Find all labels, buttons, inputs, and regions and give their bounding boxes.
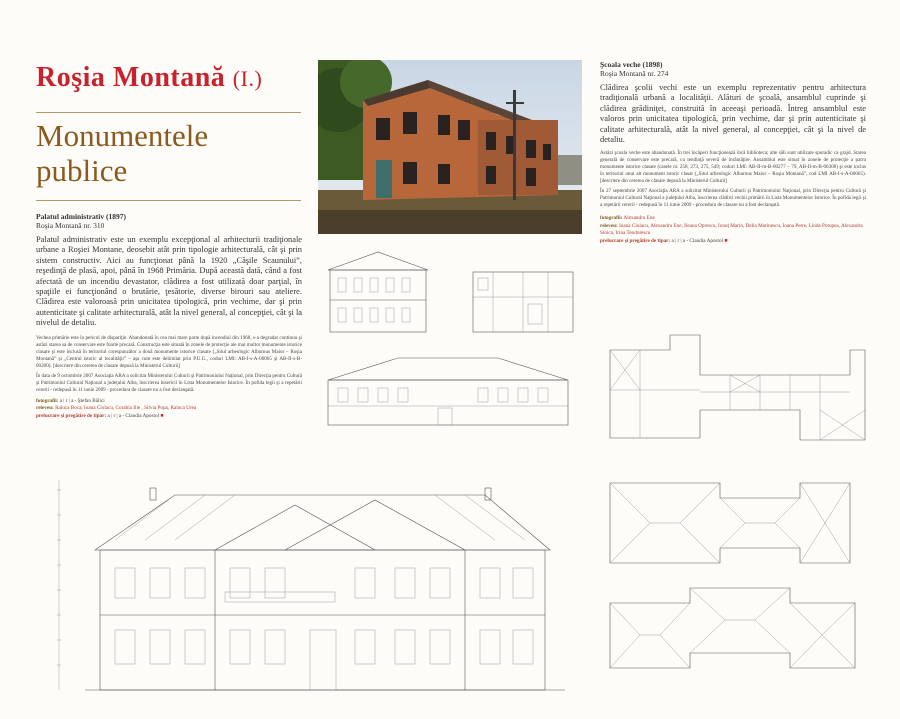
left-section-heading: Palatul administrativ (1897) bbox=[36, 212, 126, 221]
left-section-para2: Vechea primărie este în pericol de dispariţie. Abandonată în cea mai mare parte după incendiul din 1968, s-a degradat continuu şi astăzi starea sa de conservare este foarte precară. Construcţia este situată în zonele de protecţie ale mai multor monumente istorice clasate şi este inclusă în teritoriul corespunzător a două monumente istorice clasate („Situl arheologic Alburnus Maior – Roşia Montană” şi „Centrul istoric al localităţii” – aşa cum este delimitat prin P.U.G., coduri LMI: AB-I-s-A-00065 şi AB-II-s-B-00200). [descriere din cererea de clasare depusă la Ministerul Culturii] bbox=[36, 334, 302, 369]
left-credits: fotografii: a | r | a - Ştefan Bâlici relevеu: Raluca Boca, Ioana Ciolacu, Corabia Ilie , Silvia Popa, Raluca Urea prelucrare şi pregătire de tipar: a | r | a - Claudia Apostol ■ bbox=[36, 397, 197, 419]
right-photos-label: fotografii: bbox=[600, 215, 623, 222]
title-divider bbox=[36, 112, 301, 113]
right-prod-label: prelucrare şi pregătire de tipar: bbox=[600, 237, 671, 244]
left-section-address: Roşia Montană nr. 310 bbox=[36, 221, 105, 230]
subtitle-divider bbox=[36, 200, 301, 201]
left-photos-value: a | r | a - Ştefan Bâlici bbox=[59, 397, 105, 404]
left-prod-value: a | r | a - Claudia Apostol bbox=[107, 412, 160, 419]
left-section-intro: Palatul administrativ este un exemplu excepţional al arhitecturii tradiţionale urbane a Roşiei Montane, deosebit atât prin tipologie arhitecturală, cât şi prin sistem constructiv. Aici au funcţionat până la 1920 „Căşile Scaunului”, reşedinţă de plasă, apoi, până în 1968 Primăria. După această dată, când a fost afectată de un incendiu devastator, clădirea a fost utilizată doar parţial, în spaţiile ei funcţionând o brutărie, ţesătorie, diverse birouri sau ateliere. Clădirea este valoroasă prin unicitatea tipologică, prin vechime, dar şi prin autenticitate şi calitate arhitecturală, atât la nivel general, al concepţiei, cât şi la nivelul de detaliu. bbox=[36, 235, 302, 328]
page-subtitle: Monumentele publice bbox=[36, 118, 209, 188]
page-title bbox=[36, 62, 262, 94]
right-section-para2: Astăzi şcoala veche este abandonată. În trei încăperi funcţionează încă biblioteca; alte săli sunt utilizate sporadic ca grajd. Starea generală de conservare este precară, cu tendinţă severă de înrăutăţire. Ansamblul este situat în zonele de protecţie a patru monumente istorice clasate (casele nr. 258, 273, 275, 549; coduri LMI: AB-II-m-B-00277 – 79, AB-II-m-B-00308) şi este inclus în teritoriul unui alt monument istoric clasat („Situl arheologic Alburnus Maior – Roşia Montană”, cod LMI AB-I-s-A-00065). [descriere din cererea de clasare depusă la Ministerul Culturii] bbox=[600, 150, 866, 185]
right-section-intro: Clădirea şcolii vechi este un exemplu reprezentativ pentru arhitectura tradiţională urbană a localităţii. Alături de şcoală, ansamblul cuprinde şi clădirea grădiniţei, construită în aceeaşi perioadă. Întreg ansamblul este valoros prin unicitatea tipologică, prin vechime, dar şi prin autenticitate şi calitate arhitecturală, atât la nivel general, al concepţiei, cât şi la nivel de detaliu. bbox=[600, 83, 866, 145]
right-surveys-label: relevеu: bbox=[600, 222, 618, 229]
right-section-address: Roşia Montană nr. 274 bbox=[600, 69, 669, 78]
palace-side-elevation bbox=[318, 350, 582, 430]
right-credits: fotografii: Alexandru Ene relevеu: Ioana Ciolacu, Alexandru Ene, Ileana Oprescu, Ionuţ Marin, Delia Marinescu, Ioana Petre, Linda Potopea, Alexandra Stoica, Irina Teodorescu prelucrare şi pregătire de tipar: a | r | a - Claudia Apostol ■ bbox=[600, 215, 863, 244]
palace-main-elevation bbox=[55, 470, 585, 700]
left-section bbox=[36, 212, 302, 420]
school-floor-plan bbox=[600, 330, 870, 445]
right-surveys-value: Ioana Ciolacu, Alexandru Ene, Ileana Oprescu, Ionuţ Marin, Delia Marinescu, Ioana Petre, Linda Potopea, Alexandra Stoica, Irina Teodorescu bbox=[600, 222, 863, 237]
palace-facade-sketches bbox=[318, 242, 582, 342]
right-section-para3: În 27 septembrie 2007 Asociaţia ARA a solicitat Ministerului Culturii şi Patrimoniului Naţional, prin Direcţia pentru Cultură şi Patrimoniul Cultural Naţional a judeţului Alba, înscrierea clădirii vechii primării în Lista Monumentelor Istorice. În pofida legii şi a repetării cererii - redepusă în 11 iunie 2009 - procedura de clasare nu a fost declanşată. bbox=[600, 188, 866, 209]
left-prod-label: prelucrare şi pregătire de tipar: bbox=[36, 412, 107, 419]
school-roof-plans bbox=[600, 478, 870, 678]
title-main: Roşia Montană bbox=[36, 62, 226, 93]
right-section-heading: Şcoala veche (1898) bbox=[600, 60, 663, 69]
right-prod-value: a | r | a - Claudia Apostol bbox=[671, 237, 724, 244]
left-surveys-value: Raluca Boca, Ioana Ciolacu, Corabia Ilie , Silvia Popa, Raluca Urea bbox=[55, 405, 197, 412]
left-section-para3: În data de 9 octombrie 2007 Asociaţia ARA a solicitat Ministerului Culturii şi Patrimoniului Naţional, prin Direcţia pentru Cultură şi Patrimoniul Cultural Naţional a judeţului Alba, înscrierea bisericii în Lista Monumentelor Istorice. În pofida legii şi a repetării cererii - redepusă în 11 iunie 2009 - procedura de clasare nu a fost declanşată. bbox=[36, 372, 302, 393]
title-suffix: (I.) bbox=[232, 66, 263, 91]
left-photos-label: fotografii: bbox=[36, 397, 59, 404]
left-surveys-label: relevеu: bbox=[36, 405, 54, 412]
right-photos-value: Alexandru Ene bbox=[623, 215, 655, 222]
right-section bbox=[600, 60, 866, 245]
building-photo bbox=[318, 60, 582, 234]
